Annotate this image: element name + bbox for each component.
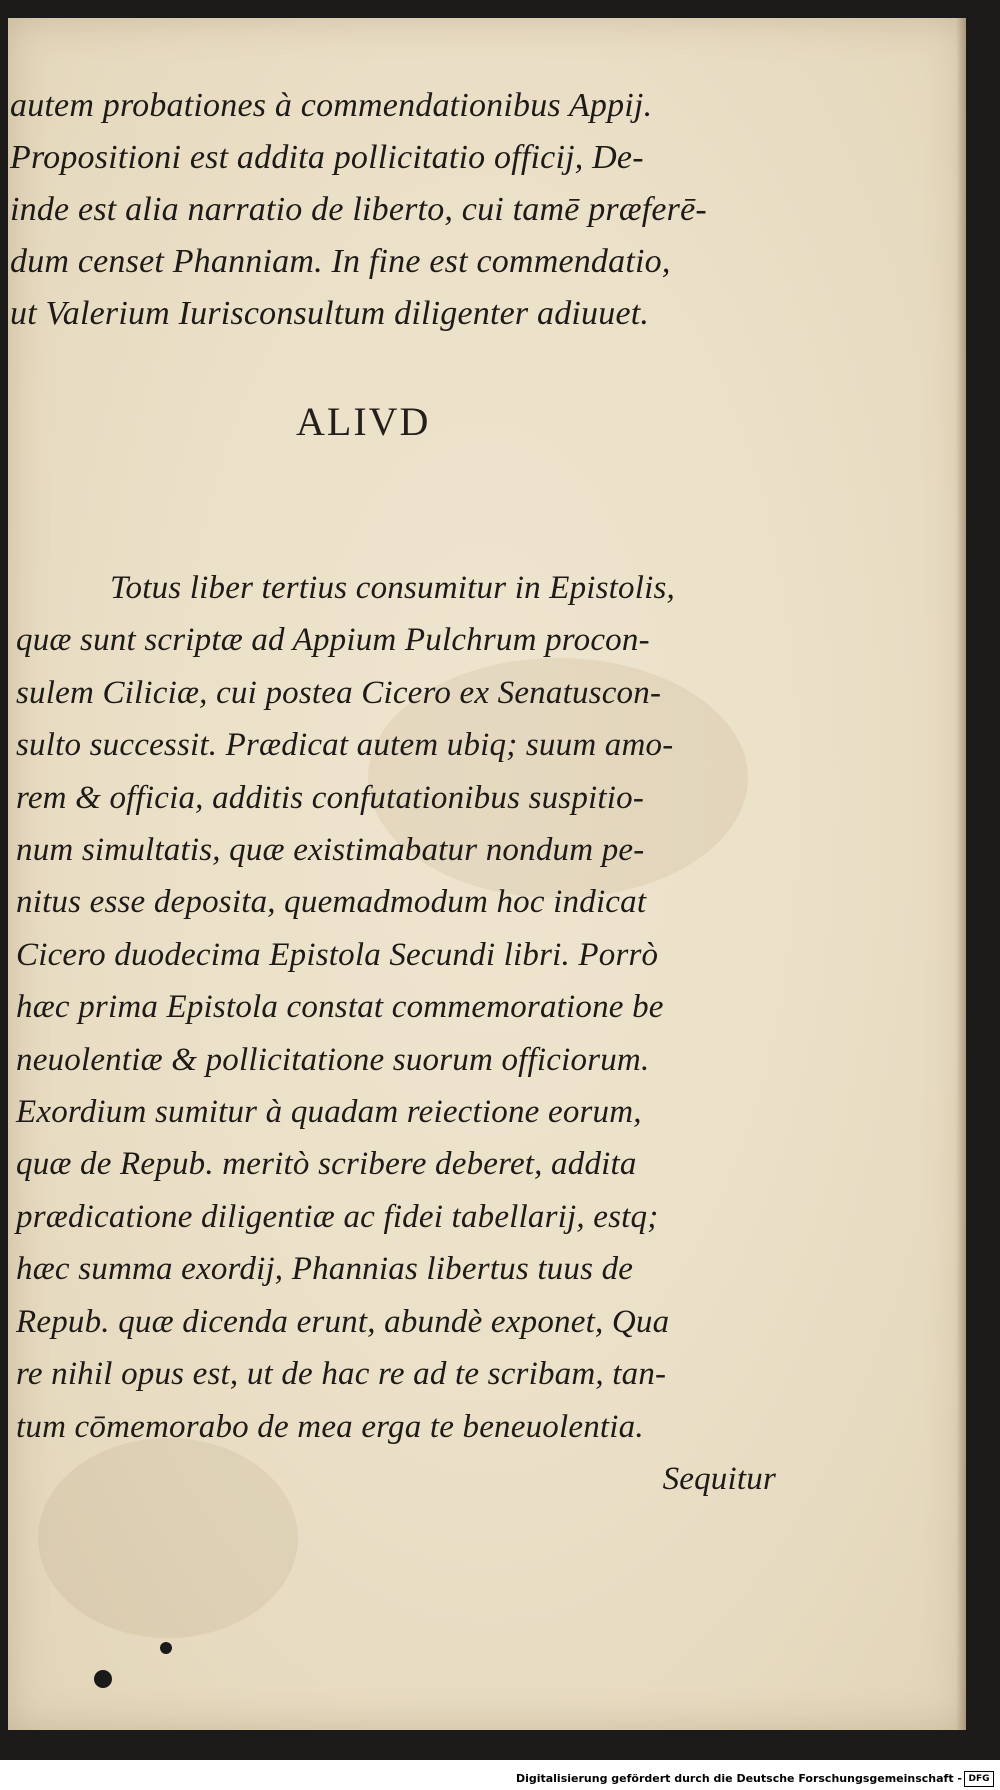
text-line: neuolentiæ & pollicitatione suorum officiorum. xyxy=(16,1041,650,1078)
text-line: quæ de Repub. meritò scribere deberet, addita xyxy=(16,1146,637,1183)
text-line: Repub. quæ dicenda erunt, abundè exponet, Qua xyxy=(16,1303,670,1340)
funding-note: Digitalisierung gefördert durch die Deutsche Forschungsgemeinschaft - xyxy=(515,1772,962,1785)
ink-spot xyxy=(160,1642,172,1654)
text-line: Cicero duodecima Epistola Secundi libri. Porrò xyxy=(16,936,659,973)
text-line: prædicatione diligentiæ ac fidei tabellarij, estq; xyxy=(16,1198,659,1235)
text-line: hæc prima Epistola constat commemoratione be xyxy=(16,989,664,1026)
text-line: sulem Ciliciæ, cui postea Cicero ex Senatuscon- xyxy=(16,674,662,711)
text-line: nitus esse deposita, quemadmodum hoc indicat xyxy=(16,884,647,921)
text-line: Exordium sumitur à quadam reiectione eorum, xyxy=(16,1094,642,1131)
text-line: num simultatis, quæ existimabatur nondum pe- xyxy=(16,832,645,869)
text-line: Propositioni est addita pollicitatio officij, De- xyxy=(10,139,644,176)
dfg-logo: DFG xyxy=(964,1771,994,1787)
section-heading: ALIVD xyxy=(296,399,431,444)
text-line: quæ sunt scriptæ ad Appium Pulchrum procon- xyxy=(16,622,650,659)
text-line: inde est alia narratio de liberto, cui tamē præferē- xyxy=(10,191,707,228)
ink-spot xyxy=(94,1670,112,1688)
page-edge-shadow xyxy=(956,18,966,1730)
text-line: Totus liber tertius consumitur in Epistolis, xyxy=(110,570,675,606)
text-line: re nihil opus est, ut de hac re ad te scribam, tan- xyxy=(16,1356,667,1393)
text-line: hæc summa exordij, Phannias libertus tuus de xyxy=(16,1251,634,1288)
text-line: sulto successit. Prædicat autem ubiq; suum amo- xyxy=(16,727,674,764)
summary-paragraph xyxy=(10,80,750,340)
text-line: dum censet Phanniam. In fine est commendatio, xyxy=(10,243,671,280)
catchword: Sequitur xyxy=(662,1460,776,1497)
text-line: ut Valerium Iurisconsultum diligenter adiuuet. xyxy=(10,295,650,332)
text-line: rem & officia, additis confutationibus suspitio- xyxy=(16,779,645,816)
body-paragraph xyxy=(16,562,776,1505)
text-line: autem probationes à commendationibus Appij. xyxy=(10,87,653,124)
text-line: tum cōmemorabo de mea erga te beneuolentia. xyxy=(16,1408,644,1445)
